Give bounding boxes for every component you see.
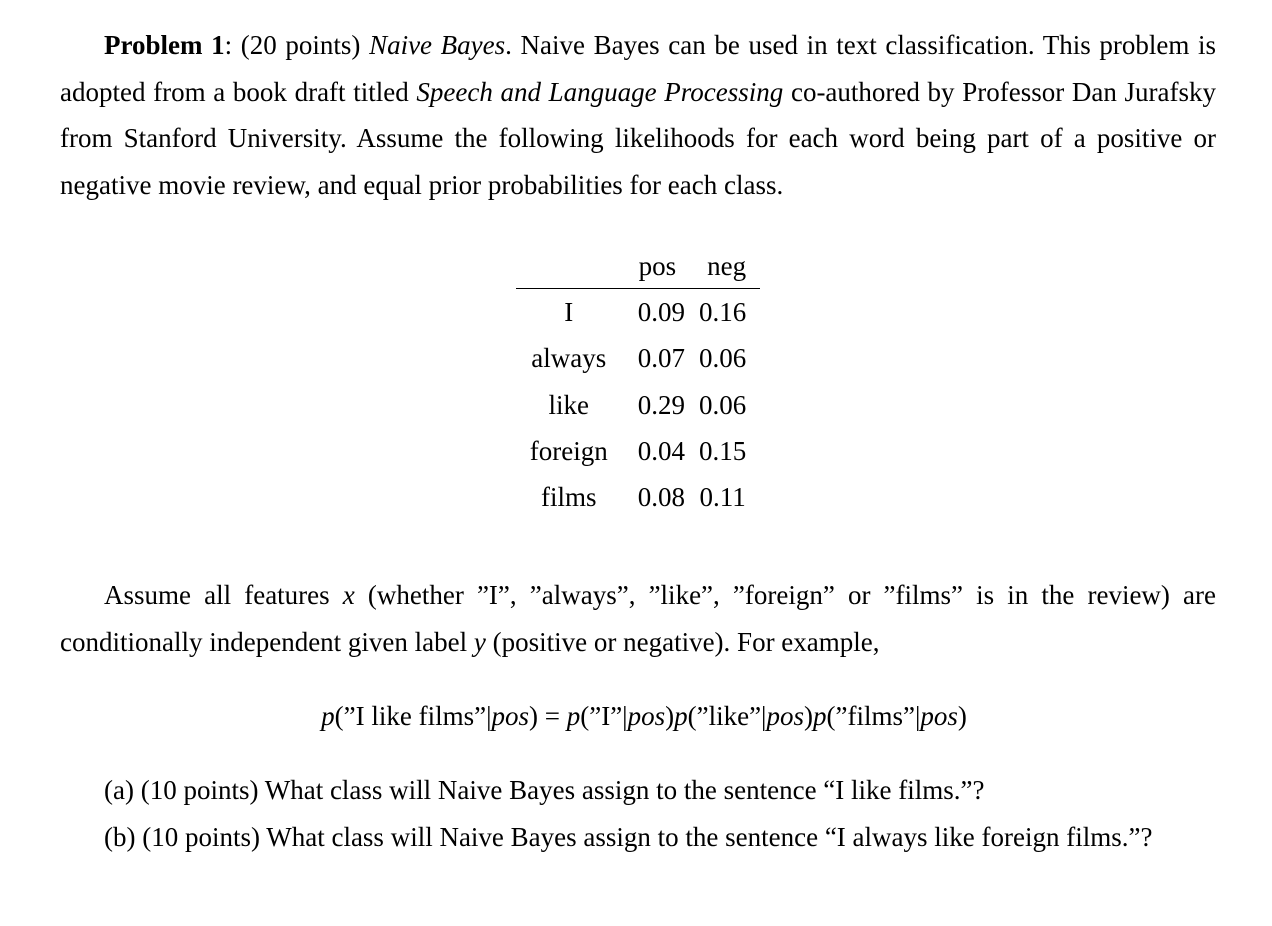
eq-t2-cond: pos <box>766 701 804 732</box>
table-cell-word: I <box>564 297 574 327</box>
table-cell-word: always <box>531 343 607 374</box>
eq-lhs-p: p <box>321 701 335 732</box>
eq-equals: = <box>538 701 567 732</box>
eq-t1-cond: pos <box>627 701 666 732</box>
eq-t3-close: ) <box>957 701 967 732</box>
table-header-row <box>516 244 760 289</box>
variable-y: y <box>473 626 486 657</box>
assumption-text-2: (whether ”I”, ”always”, ”like”, ”foreign” or ”films” is in the review) are conditionally independent given label <box>60 580 1216 657</box>
table-cell-pos: 0.09 <box>637 297 685 327</box>
question-b: (b) (10 points) What class will Naive Bayes assign to the sentence “I always like foreign films.”? <box>104 821 1153 852</box>
problem-points: (20 points) <box>240 30 361 60</box>
likelihood-table <box>516 244 760 520</box>
table-header-word <box>516 244 622 289</box>
problem-label: Problem 1 <box>104 30 225 60</box>
eq-lhs-close: ) <box>529 701 538 732</box>
table-cell-pos: 0.04 <box>637 435 685 466</box>
problem-colon: : <box>224 30 233 60</box>
table-cell-word: films <box>540 482 597 513</box>
eq-t1-arg: (”I”| <box>580 701 628 732</box>
eq-t3-cond: pos <box>920 701 958 732</box>
table-cell-neg: 0.06 <box>698 389 747 420</box>
example-equation <box>60 693 1216 739</box>
eq-t2-arg: (”like”| <box>687 701 767 732</box>
table-row <box>516 428 760 474</box>
table-cell-word: foreign <box>529 435 608 466</box>
table-cell-pos: 0.07 <box>637 343 685 374</box>
spacer <box>60 520 1216 572</box>
eq-t2-close: ) <box>803 701 813 732</box>
problem-intro <box>60 22 1216 208</box>
table-cell-word: like <box>548 389 589 420</box>
likelihood-table-wrapper <box>60 244 1216 520</box>
problem-topic: Naive Bayes <box>369 30 506 60</box>
table-header-neg: neg <box>693 244 760 289</box>
table-cell-pos: 0.29 <box>637 389 685 420</box>
table-cell-neg: 0.11 <box>699 482 746 513</box>
assumption-text-3: (positive or negative). For example, <box>485 626 880 657</box>
table-cell-neg: 0.16 <box>698 297 747 327</box>
question-a: (a) (10 points) What class will Naive Bayes assign to the sentence “I like films.”? <box>104 775 985 806</box>
table-row <box>516 289 760 336</box>
independence-assumption <box>60 572 1216 665</box>
table-cell-pos: 0.08 <box>637 482 685 513</box>
eq-t3-p: p <box>812 701 827 732</box>
table-header-pos: pos <box>622 244 693 289</box>
eq-t2-p: p <box>674 701 688 732</box>
problem-intro-text-2: co-authored by Professor Dan Jurafsky from Stanford University. Assume the following likelihoods for each word being part of a positive or negative movie review, and equal prior probabilities for each class. <box>60 76 1216 200</box>
table-row <box>516 382 760 428</box>
eq-t1-close: ) <box>665 701 675 732</box>
eq-t3-arg: (”films”| <box>826 701 921 732</box>
eq-lhs-arg: (”I like films”| <box>334 701 492 732</box>
assumption-text-1: Assume all features <box>104 580 343 611</box>
table-row <box>516 474 760 520</box>
table-row <box>516 335 760 381</box>
eq-lhs-cond: pos <box>491 701 529 732</box>
problem-intro-text-1: . Naive Bayes can be used in text classification. This problem is adopted from a book draft titled <box>60 30 1217 107</box>
variable-x: x <box>342 580 355 611</box>
book-title: Speech and Language Processing <box>416 76 784 107</box>
table-cell-neg: 0.06 <box>698 343 747 374</box>
table-cell-neg: 0.15 <box>698 435 747 466</box>
problem-document <box>60 22 1216 860</box>
eq-t1-p: p <box>566 701 581 732</box>
